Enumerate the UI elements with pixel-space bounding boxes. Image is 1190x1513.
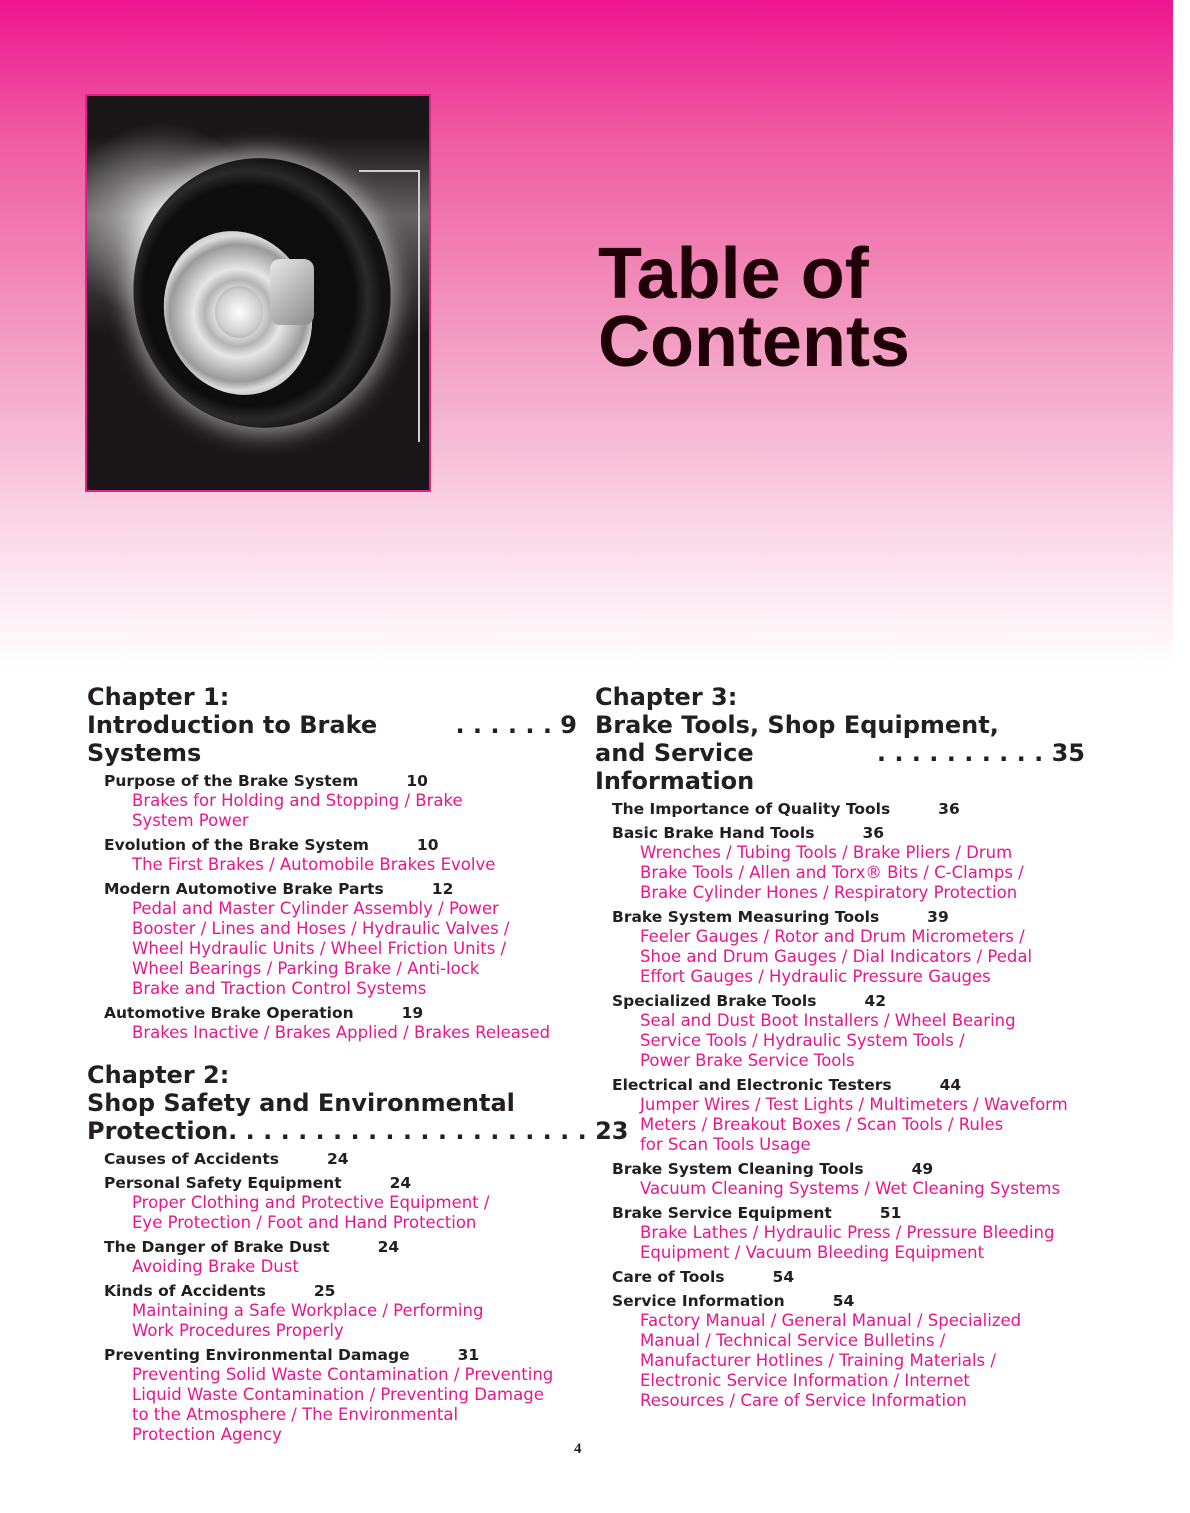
toc-section [104, 1173, 577, 1233]
section-title: Causes of Accidents [104, 1150, 279, 1168]
section-topics: Seal and Dust Boot Installers / Wheel Bearing Service Tools / Hydraulic System Tools / Power Brake Service Tools [640, 1011, 1016, 1070]
section-topics: Jumper Wires / Test Lights / Multimeters / Waveform Meters / Breakout Boxes / Scan Tools / Rules for Scan Tools Usage [640, 1095, 1068, 1154]
leader-dots: . . . . . . [455, 711, 552, 739]
section-topics: Factory Manual / General Manual / Specialized Manual / Technical Service Bulletins / Manufacturer Hotlines / Training Materials / Electronic Service Information / Internet Resources / Care of Service Information [640, 1311, 1022, 1410]
chapter-3-page [877, 739, 1085, 795]
section-title: Electrical and Electronic Testers [612, 1076, 892, 1094]
toc-section [612, 991, 1085, 1071]
section-topics: Pedal and Master Cylinder Assembly / Power Booster / Lines and Hoses / Hydraulic Valves / Wheel Hydraulic Units / Wheel Friction Units / Wheel Bearings / Parking Brake / Anti-lock Brake and Traction Control Systems [132, 899, 510, 998]
chapter-2 [87, 1061, 629, 1445]
toc-section [612, 799, 1085, 819]
page-title-line-1: Table of [598, 234, 869, 314]
section-title: Brake System Measuring Tools [612, 908, 880, 926]
section-title: Purpose of the Brake System [104, 772, 359, 790]
chapter-1-label: Chapter 1: [87, 683, 230, 711]
toc-section [104, 1237, 577, 1277]
section-topics: Preventing Solid Waste Contamination / Preventing Liquid Waste Contamination / Preventing Damage to the Atmosphere / The Environmental Protection Agency [132, 1365, 554, 1444]
leader-dots: . . . . . . . . . . . . . . . . . . . . . [228, 1117, 587, 1145]
chapter-3 [595, 683, 1085, 1411]
section-page: 36 [862, 824, 885, 842]
section-page: 44 [939, 1076, 962, 1094]
toc-section [104, 771, 577, 831]
section-page: 31 [457, 1346, 480, 1364]
section-topics: The First Brakes / Automobile Brakes Evolve [132, 855, 496, 874]
section-topics: Maintaining a Safe Workplace / Performing Work Procedures Properly [132, 1301, 484, 1340]
page-number: 4 [574, 1441, 582, 1457]
wheel-hub-image [215, 286, 263, 338]
toc-section [612, 1075, 1085, 1155]
section-heading [612, 1267, 1085, 1287]
section-page: 36 [938, 800, 960, 818]
toc-section [104, 1149, 577, 1169]
section-heading [104, 1003, 577, 1023]
section-title: Modern Automotive Brake Parts [104, 880, 384, 898]
section-heading [104, 1173, 577, 1193]
chapter-3-title-line-1: Brake Tools, Shop Equipment, [595, 711, 999, 739]
section-heading [104, 1281, 577, 1301]
section-page: 39 [927, 908, 949, 926]
chapter-2-title-line-1: Shop Safety and Environmental [87, 1089, 515, 1117]
section-topics: Vacuum Cleaning Systems / Wet Cleaning Systems [640, 1179, 1061, 1198]
section-heading [612, 907, 1085, 927]
page-ref: 23 [595, 1117, 629, 1145]
page-ref: 9 [560, 711, 577, 739]
section-heading [612, 991, 1085, 1011]
section-page: 19 [401, 1004, 424, 1022]
toc-section [104, 835, 577, 875]
section-page: 51 [879, 1204, 902, 1222]
section-title: Personal Safety Equipment [104, 1174, 342, 1192]
toc-section [612, 907, 1085, 987]
brake-caliper-image [270, 259, 314, 325]
toc-column-left [87, 683, 629, 1463]
decorative-line [359, 170, 419, 172]
chapter-3-title: and Service Information [595, 739, 755, 795]
section-heading [104, 1149, 577, 1169]
toc-column-right [595, 683, 1085, 1429]
section-title: Service Information [612, 1292, 785, 1310]
toc-section [104, 1345, 577, 1445]
section-heading [104, 835, 577, 855]
section-title: The Danger of Brake Dust [104, 1238, 330, 1256]
section-heading [612, 1291, 1085, 1311]
toc-section [104, 1281, 577, 1341]
section-heading [612, 799, 1085, 819]
section-title: Brake Service Equipment [612, 1204, 832, 1222]
chapter-1-title: Introduction to Brake Systems [87, 711, 378, 767]
toc-section [104, 879, 577, 999]
toc-section [612, 1267, 1085, 1287]
chapter-3-label: Chapter 3: [595, 683, 738, 711]
section-page: 24 [377, 1238, 400, 1256]
section-page: 10 [416, 836, 439, 854]
chapter-1-title-line [87, 711, 577, 767]
section-page: 49 [911, 1160, 934, 1178]
chapter-2-title: Protection [87, 1117, 229, 1145]
section-heading [104, 1237, 577, 1257]
section-page: 54 [772, 1268, 795, 1286]
page-title-line-2: Contents [598, 302, 910, 382]
cover-photo-tire-brake [85, 94, 431, 492]
section-heading [104, 1345, 577, 1365]
section-heading [612, 823, 1085, 843]
section-page: 10 [406, 772, 428, 790]
section-title: Kinds of Accidents [104, 1282, 266, 1300]
section-page: 24 [389, 1174, 412, 1192]
section-heading [104, 771, 577, 791]
chapter-1 [87, 683, 577, 1043]
section-title: Specialized Brake Tools [612, 992, 817, 1010]
section-title: Automotive Brake Operation [104, 1004, 354, 1022]
section-title: Care of Tools [612, 1268, 725, 1286]
section-page: 42 [864, 992, 887, 1010]
chapter-3-title-line [595, 739, 1085, 795]
section-topics: Feeler Gauges / Rotor and Drum Micrometers / Shoe and Drum Gauges / Dial Indicators / Pedal Effort Gauges / Hydraulic Pressure Gauges [640, 927, 1033, 986]
page-ref: 35 [1051, 739, 1085, 767]
section-topics: Avoiding Brake Dust [132, 1257, 299, 1276]
section-page: 24 [326, 1150, 349, 1168]
chapter-2-page [228, 1117, 628, 1145]
section-heading [612, 1075, 1085, 1095]
chapter-1-page [455, 711, 577, 767]
page-title [598, 234, 910, 382]
section-topics: Proper Clothing and Protective Equipment / Eye Protection / Foot and Hand Protection [132, 1193, 490, 1232]
section-heading [104, 879, 577, 899]
section-title: Brake System Cleaning Tools [612, 1160, 864, 1178]
section-title: The Importance of Quality Tools [612, 800, 891, 818]
section-topics: Wrenches / Tubing Tools / Brake Pliers / Drum Brake Tools / Allen and Torx® Bits / C-Clamps / Brake Cylinder Hones / Respiratory Protection [640, 843, 1024, 902]
section-heading [612, 1159, 1085, 1179]
chapter-2-title-line [87, 1117, 629, 1145]
section-page: 12 [431, 880, 454, 898]
section-title: Preventing Environmental Damage [104, 1346, 410, 1364]
toc-section [612, 823, 1085, 903]
decorative-line [418, 170, 420, 442]
section-heading [612, 1203, 1085, 1223]
section-topics: Brakes Inactive / Brakes Applied / Brakes Released [132, 1023, 551, 1042]
leader-dots: . . . . . . . . . . [876, 739, 1044, 767]
toc-section [612, 1203, 1085, 1263]
chapter-2-label: Chapter 2: [87, 1061, 230, 1089]
section-title: Evolution of the Brake System [104, 836, 369, 854]
toc-section [612, 1159, 1085, 1199]
section-topics: Brake Lathes / Hydraulic Press / Pressure Bleeding Equipment / Vacuum Bleeding Equipment [640, 1223, 1055, 1262]
section-title: Basic Brake Hand Tools [612, 824, 815, 842]
toc-section [612, 1291, 1085, 1411]
section-page: 54 [832, 1292, 855, 1310]
toc-section [104, 1003, 577, 1043]
section-page: 25 [313, 1282, 336, 1300]
section-topics: Brakes for Holding and Stopping / Brake System Power [132, 791, 463, 830]
